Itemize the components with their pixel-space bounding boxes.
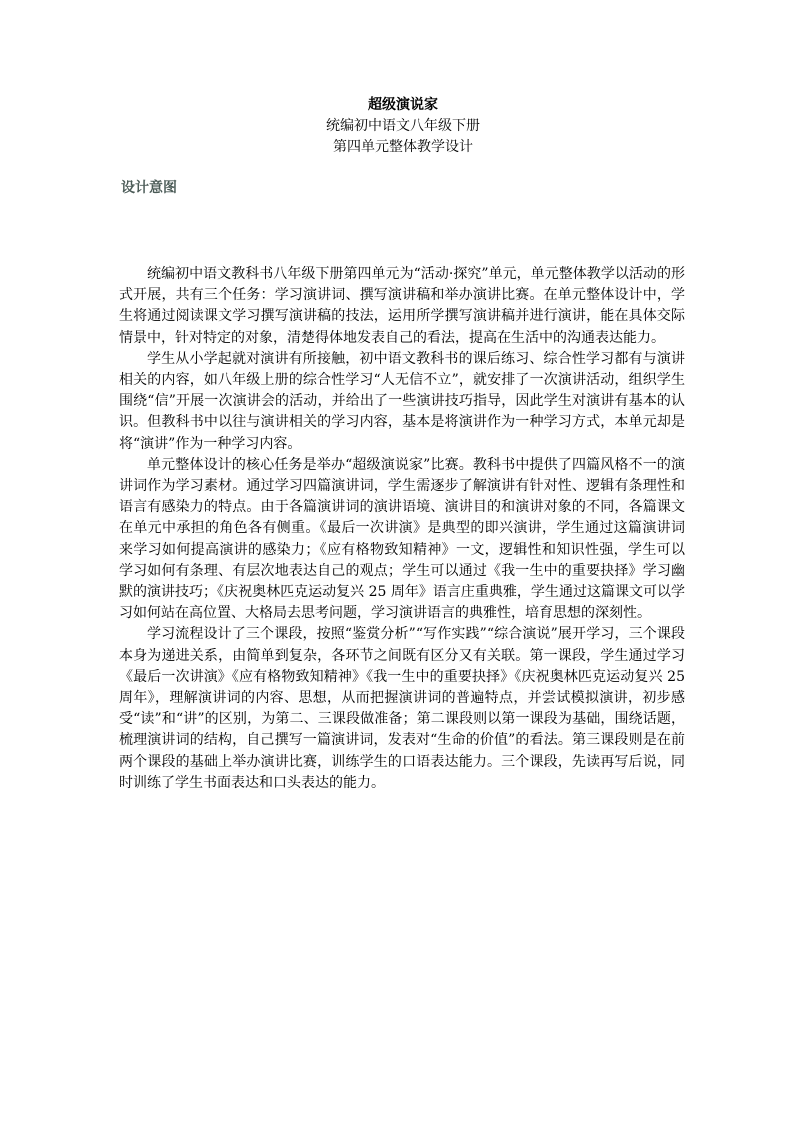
body-text [119,264,685,794]
document-title: 超级演说家 [368,97,438,113]
paragraph: 学生从小学起就对演讲有所接触，初中语文教科书的课后练习、综合性学习都有与演讲相关的内容，如八年级上册的综合性学习“人无信不立”，就安排了一次演讲活动，组织学生围绕“信”开展一次演讲会的活动，并给出了一些演讲技巧指导，因此学生对演讲有基本的认识。但教科书中以往与演讲相关的学习内容，基本是将演讲作为一种学习方式，本单元却是将“演讲”作为一种学习内容。 [119,350,685,452]
paragraph: 统编初中语文教科书八年级下册第四单元为“活动·探究”单元，单元整体教学以活动的形式开展，共有三个任务：学习演讲词、撰写演讲稿和举办演讲比赛。在单元整体设计中，学生将通过阅读课文学习撰写演讲稿的技法，运用所学撰写演讲稿并进行演讲，能在具体交际情景中，针对特定的对象，清楚得体地发表自己的看法，提高在生活中的沟通表达能力。 [119,266,685,346]
paragraph: 学习流程设计了三个课段，按照“鉴赏分析”“写作实践”“综合演说”展开学习，三个课段本身为递进关系，由简单到复杂，各环节之间既有区分又有关联。第一课段，学生通过学习《最后一次讲演》《应有格物致知精神》《我一生中的重要抉择》《庆祝奥林匹克运动复兴 25 周年》，理解演讲词的内容、思想，从而把握演讲词的普遍特点，并尝试模拟演讲，初步感受“读”和“讲”的区别，为第二、三课段做准备；第二课段则以第一课段为基础，围绕话题，梳理演讲词的结构，自己撰写一篇演讲词，发表对“生命的价值”的看法。第三课段则是在前两个课段的基础上举办演讲比赛，训练学生的口语表达能力。三个课段，先读再写后说，同时训练了学生书面表达和口头表达的能力。 [119,626,685,791]
section-heading-design-intent: 设计意图 [121,180,177,196]
paragraph: 单元整体设计的核心任务是举办“超级演说家”比赛。教科书中提供了四篇风格不一的演讲词作为学习素材。通过学习四篇演讲词，学生需逐步了解演讲有针对性、逻辑有条理性和语言有感染力的特点。由于各篇演讲词的演讲语境、演讲目的和演讲对象的不同，各篇课文在单元中承担的角色各有侧重。《最后一次讲演》是典型的即兴演讲，学生通过这篇演讲词来学习如何提高演讲的感染力；《应有格物致知精神》一文，逻辑性和知识性强，学生可以学习如何有条理、有层次地表达自己的观点；学生可以通过《我一生中的重要抉择》学习幽默的演讲技巧；《庆祝奥林匹克运动复兴 25 周年》语言庄重典雅，学生通过这篇课文可以学习如何站在高位置、大格局去思考问题，学习演讲语言的典雅性，培育思想的深刻性。 [119,456,685,622]
document-header [119,95,687,158]
document-subtitle-textbook: 统编初中语文八年级下册 [326,118,480,134]
document-subtitle-unit: 第四单元整体教学设计 [333,139,473,155]
